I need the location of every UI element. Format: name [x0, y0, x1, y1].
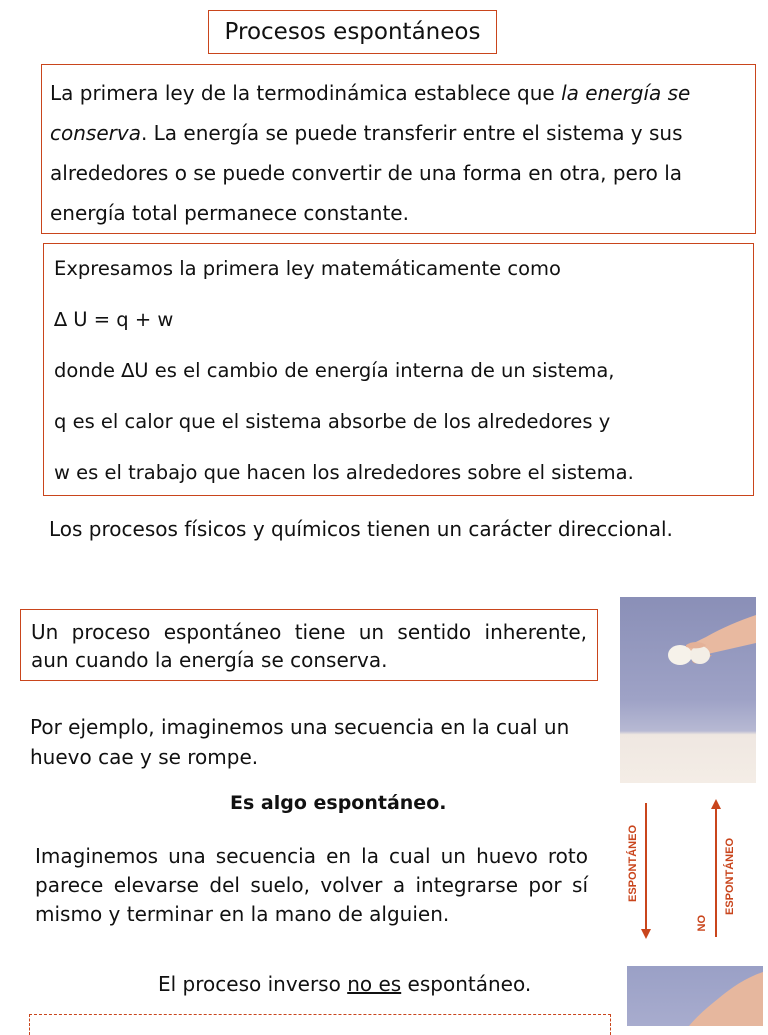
inverse-end: espontáneo.	[401, 972, 532, 996]
hand-illustration	[627, 966, 763, 1026]
first-law-end: . La energía se puede transferir entre el sistema y sus alrededores o se puede convertir de una forma en otra, pero la energía total permanece constante.	[50, 121, 683, 225]
spontaneous-arrow-label: ESPONTÁNEO	[627, 825, 639, 903]
math-line-1: Expresamos la primera ley matemáticamente como	[54, 257, 561, 280]
inverse-start: El proceso inverso	[158, 972, 348, 996]
math-box	[43, 243, 754, 496]
page-title: Procesos espontáneos	[208, 10, 497, 54]
egg-drop-photo	[620, 597, 756, 783]
hand-with-egg-illustration	[620, 597, 756, 783]
math-line-5: w es el trabajo que hacen los alrededores sobre el sistema.	[54, 461, 634, 484]
example-2-text: Imaginemos una secuencia en la cual un huevo roto parece elevarse del suelo, volver a integrarse por sí mismo y terminar en la mano de alguien.	[35, 844, 588, 926]
math-line-3: donde ∆U es el cambio de energía interna de un sistema,	[54, 359, 615, 382]
down-arrow-head	[641, 929, 651, 939]
first-law-text	[50, 73, 747, 233]
not-label: NO	[696, 915, 708, 932]
inverse-text	[158, 972, 531, 996]
directional-text: Los procesos físicos y químicos tienen un carácter direccional.	[49, 517, 673, 541]
first-law-box	[41, 64, 756, 234]
equation: ∆ U = q + w	[54, 308, 174, 331]
math-line-4: q es el calor que el sistema absorbe de los alrededores y	[54, 410, 611, 433]
spontaneous-heading: Es algo espontáneo.	[230, 792, 447, 814]
inverse-underlined: no es	[347, 972, 402, 996]
definition-box: Un proceso espontáneo tiene un sentido inherente, aun cuando la energía se conserva.	[20, 609, 598, 681]
example-1-text: Por ejemplo, imaginemos una secuencia en la cual un huevo cae y se rompe.	[30, 715, 570, 769]
egg-reverse-photo	[627, 966, 763, 1026]
first-law-italic: la energía se conserva	[50, 81, 691, 145]
up-arrow-head	[711, 799, 721, 809]
not-spontaneous-arrow-label: ESPONTÁNEO	[724, 838, 736, 916]
first-law-start: La primera ley de la termodinámica establece que	[50, 81, 562, 105]
dashed-box	[29, 1014, 611, 1035]
